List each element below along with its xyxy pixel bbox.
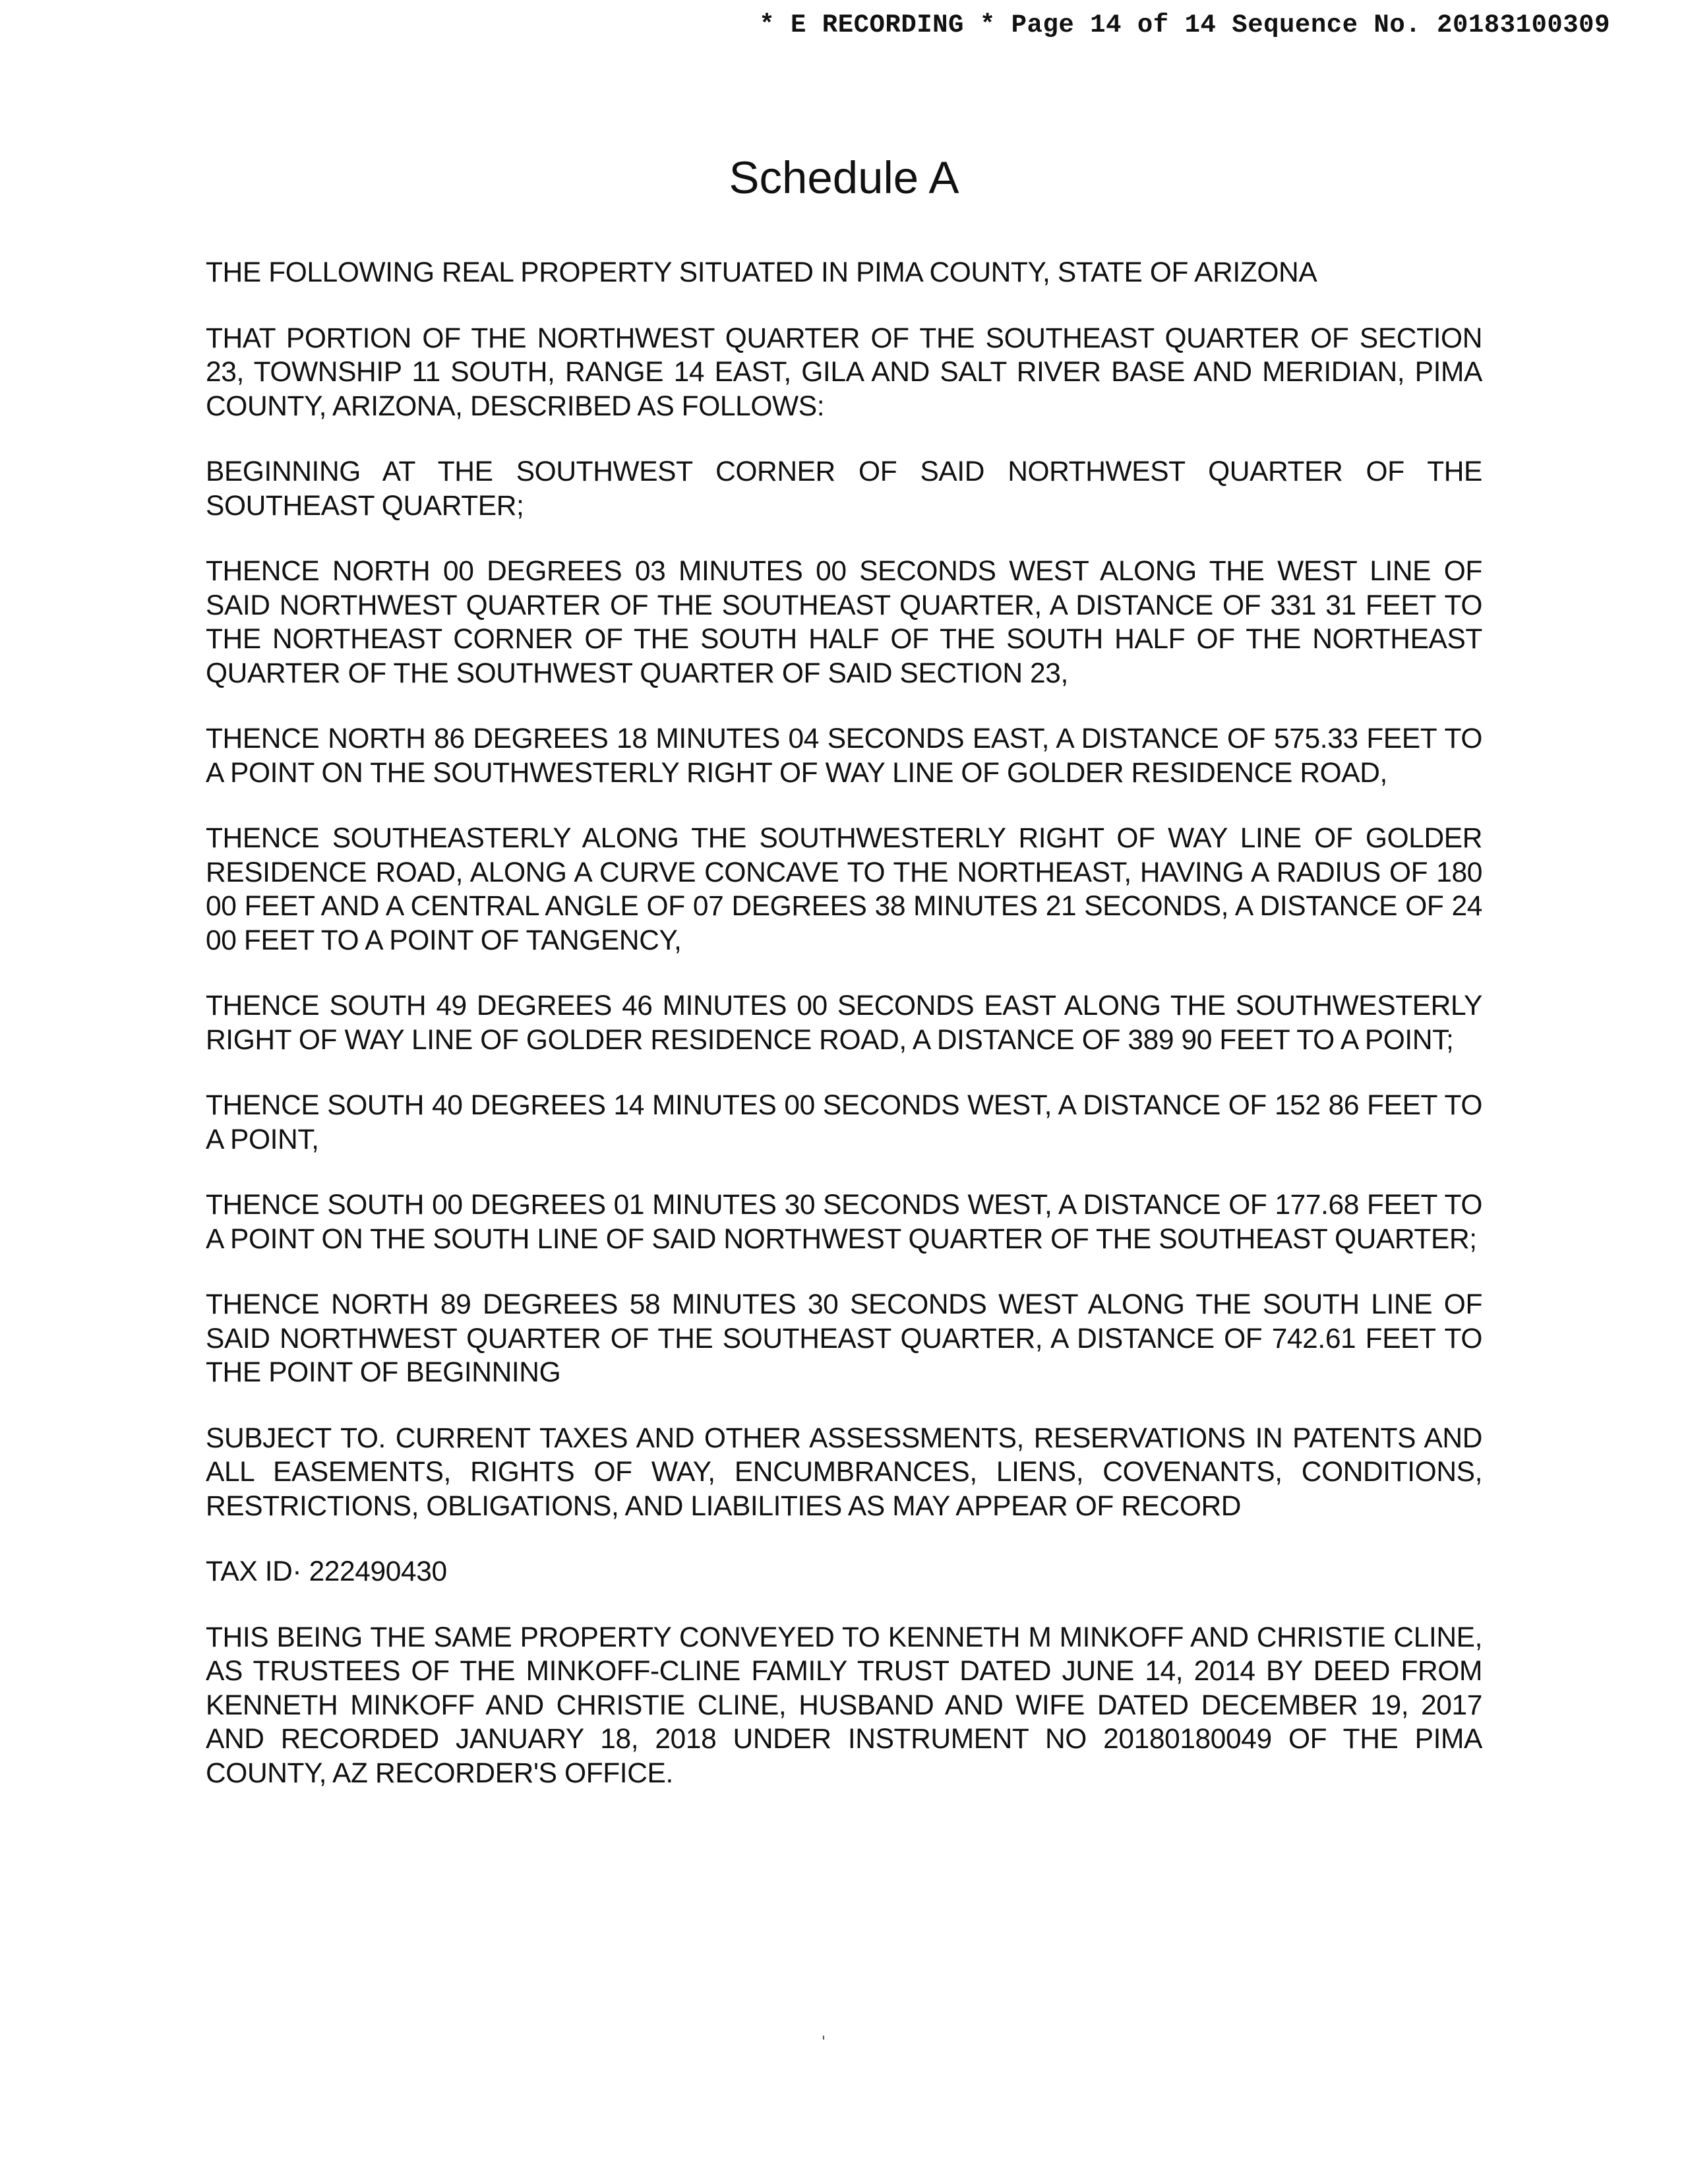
page-title: Schedule A [729,152,959,203]
paragraph-subject-to: SUBJECT TO. CURRENT TAXES AND OTHER ASSESSMENTS, RESERVATIONS IN PATENTS AND ALL EASEMENTS, RIGHTS OF WAY, ENCUMBRANCES, LIENS, COVENANTS, CONDITIONS, RESTRICTIONS, OBLIGATIONS, AND LIABILITIES AS MAY APPEAR OF RECORD [206,1422,1482,1522]
paragraph-course-6: THENCE SOUTH 00 DEGREES 01 MINUTES 30 SECONDS WEST, A DISTANCE OF 177.68 FEET TO A POINT ON THE SOUTH LINE OF SAID NORTHWEST QUARTER OF THE SOUTHEAST QUARTER; [206,1190,1482,1255]
paragraph-conveyance: THIS BEING THE SAME PROPERTY CONVEYED TO KENNETH M MINKOFF AND CHRISTIE CLINE, AS TRUSTEES OF THE MINKOFF-CLINE FAMILY TRUST DATED JUNE 14, 2014 BY DEED FROM KENNETH MINKOFF AND CHRISTIE CLINE, HUSBAND AND WIFE DATED DECEMBER 19, 2017 AND RECORDED JANUARY 18, 2018 UNDER INSTRUMENT NO 20180180049 OF THE PIMA COUNTY, AZ RECORDER'S OFFICE. [206,1622,1482,1789]
paragraph-portion: THAT PORTION OF THE NORTHWEST QUARTER OF THE SOUTHEAST QUARTER OF SECTION 23, TOWNSHIP 11 SOUTH, RANGE 14 EAST, GILA AND SALT RIVER BASE AND MERIDIAN, PIMA COUNTY, ARIZONA, DESCRIBED AS FOLLOWS: [206,322,1482,422]
paragraph-beginning: BEGINNING AT THE SOUTHWEST CORNER OF SAID NORTHWEST QUARTER OF THE SOUTHEAST QUARTER; [206,456,1482,522]
paragraph-tax-id: TAX ID· 222490430 [206,1556,447,1587]
recording-header: * E RECORDING * Page 14 of 14 Sequence No. 20183100309 [759,11,1610,40]
paragraph-course-5: THENCE SOUTH 40 DEGREES 14 MINUTES 00 SECONDS WEST, A DISTANCE OF 152 86 FEET TO A POINT, [206,1090,1482,1155]
legal-description [206,256,1482,1822]
paragraph-course-2: THENCE NORTH 86 DEGREES 18 MINUTES 04 SECONDS EAST, A DISTANCE OF 575.33 FEET TO A POINT ON THE SOUTHWESTERLY RIGHT OF WAY LINE OF GOLDER RESIDENCE ROAD, [206,723,1482,789]
paragraph-course-3: THENCE SOUTHEASTERLY ALONG THE SOUTHWESTERLY RIGHT OF WAY LINE OF GOLDER RESIDENCE ROAD, ALONG A CURVE CONCAVE TO THE NORTHEAST, HAVING A RADIUS OF 180 00 FEET AND A CENTRAL ANGLE OF 07 DEGREES 38 MINUTES 21 SECONDS, A DISTANCE OF 24 00 FEET TO A POINT OF TANGENCY, [206,823,1482,956]
paragraph-course-1: THENCE NORTH 00 DEGREES 03 MINUTES 00 SECONDS WEST ALONG THE WEST LINE OF SAID NORTHWEST QUARTER OF THE SOUTHEAST QUARTER, A DISTANCE OF 331 31 FEET TO THE NORTHEAST CORNER OF THE SOUTH HALF OF THE SOUTH HALF OF THE NORTHEAST QUARTER OF THE SOUTHWEST QUARTER OF SAID SECTION 23, [206,556,1482,689]
paragraph-property-location: THE FOLLOWING REAL PROPERTY SITUATED IN PIMA COUNTY, STATE OF ARIZONA [206,257,1317,288]
paragraph-course-7: THENCE NORTH 89 DEGREES 58 MINUTES 30 SECONDS WEST ALONG THE SOUTH LINE OF SAID NORTHWEST QUARTER OF THE SOUTHEAST QUARTER, A DISTANCE OF 742.61 FEET TO THE POINT OF BEGINNING [206,1289,1482,1388]
scan-speck [823,2036,824,2040]
paragraph-course-4: THENCE SOUTH 49 DEGREES 46 MINUTES 00 SECONDS EAST ALONG THE SOUTHWESTERLY RIGHT OF WAY LINE OF GOLDER RESIDENCE ROAD, A DISTANCE OF 389 90 FEET TO A POINT; [206,990,1482,1056]
